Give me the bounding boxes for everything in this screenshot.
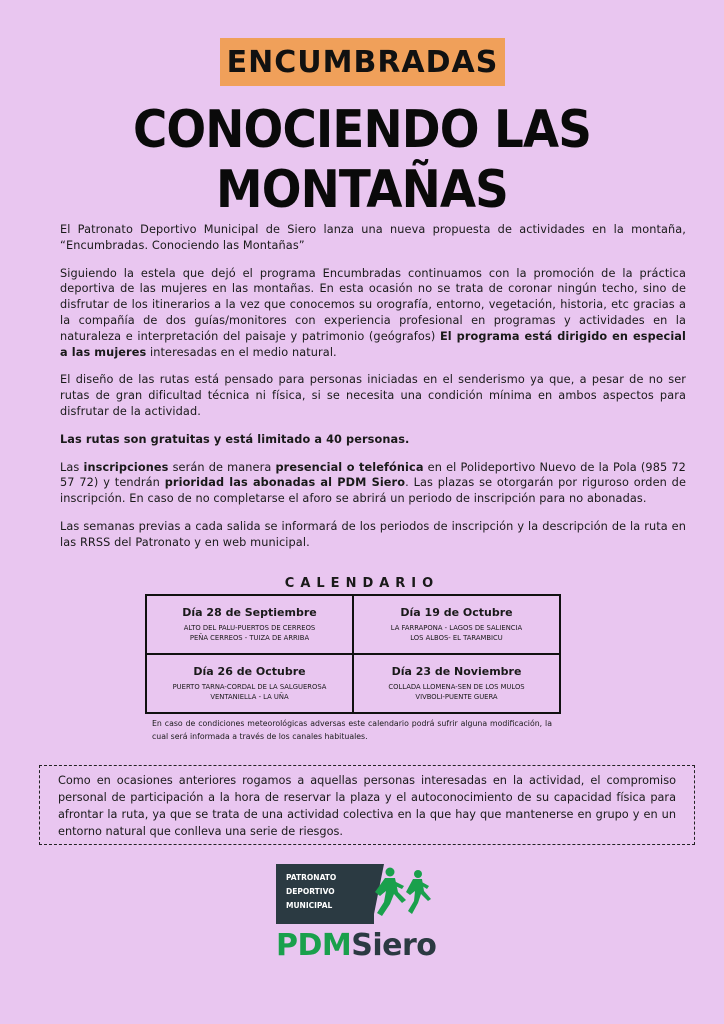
pdm-logo [276,864,436,924]
route-line: PUERTO TARNA-CORDAL DE LA SALGUEROSA [172,683,327,691]
route-line: COLLADA LLOMENA-SEN DE LOS MULOS [388,683,525,691]
route-line: ALTO DEL PALU-PUERTOS DE CERREOS [183,624,316,632]
pdm-siero-wordmark: PDMSiero [276,928,437,963]
highlight-target-women: El programa está dirigido en especial a las mujeres [60,329,686,359]
calendar-date: Día 28 de Septiembre [182,606,317,619]
calendar-date: Día 26 de Octubre [193,665,306,678]
route-line: PEÑA CERREOS - TUIZA DE ARRIBA [189,634,310,642]
paragraph-3: El diseño de las rutas está pensado para personas iniciadas en el senderismo ya que, a pesar de no ser rutas de gran dificultad técnica ni física, si se necesita una condición mínima en ambos aspectos para disfrutar de la actividad. [60,373,686,418]
route-line: LOS ALBOS- EL TARAMBICU [410,634,503,642]
calendar-table [145,594,561,714]
paragraph-1: El Patronato Deportivo Municipal de Siero lanza una nueva propuesta de actividades en la montaña, “Encumbradas. Conociendo las Montañas” [60,223,686,252]
route-line: VIVBOLI-PUENTE GUERA [415,693,498,701]
paragraph-6: Las semanas previas a cada salida se informará de los periodos de inscripción y la descripción de la ruta en las RRSS del Patronato y en web municipal. [60,519,686,549]
route-line: VENTANIELLA - LA UÑA [210,693,289,701]
calendar-title: CALENDARIO [284,576,440,591]
calendar-cell [353,654,560,713]
calendar-cell [353,595,560,654]
runners-icon [354,864,436,924]
intro-text [60,222,686,563]
paragraph-2: Siguiendo la estela que dejó el programa Encumbradas continuamos con la promoción de la práctica deportiva de las mujeres en las montañas. En esta ocasión no se trata de coronar ningún techo, sino de disfrutar de los itinerarios a la vez que conocemos su orografía, entorno, vegetación, historia, etc gracias a la compañía de dos guías/monitores con experiencia profesional en programas y actividades en la naturaleza e interpretación del paisaje y patrimonio (geógrafos) El programa está dirigido en especial a las mujeres interesadas en el medio natural. [60,266,686,359]
page-title: CONOCIENDO LAS MONTAÑAS [132,100,592,220]
route-line: LA FARRAPONA - LAGOS DE SALIENCIA [390,624,523,632]
logo-panel: PATRONATO DEPORTIVO MUNICIPAL [276,864,374,924]
calendar-date: Día 23 de Noviembre [391,665,522,678]
calendar-cell [146,654,353,713]
calendar-cell [146,595,353,654]
paragraph-5: Las inscripciones serán de manera presencial o telefónica en el Polideportivo Nuevo de la Pola (985 72 57 72) y tendrán prioridad las abonadas al PDM Siero. Las plazas se otorgarán por riguroso orden de inscripción. En caso de no completarse el aforo se abrirá un periodo de inscripción para no abonadas. [60,460,686,506]
encumbradas-badge [220,38,505,86]
calendar-note: En caso de condiciones meteorológicas adversas este calendario podrá sufrir alguna modificación, la cual será informada a través de los canales habituales. [152,719,552,741]
paragraph-4: Las rutas son gratuitas y está limitado a 40 personas. [60,432,410,446]
calendar-date: Día 19 de Octubre [400,606,513,619]
notice-box: Como en ocasiones anteriores rogamos a aquellas personas interesadas en la actividad, el compromiso personal de participación a la hora de reservar la plaza y el autoconocimiento de su capacidad física para afrontar la ruta, ya que se trata de una actividad colectiva en la que hay que mantenerse en grupo y en un entorno natural que conlleva una serie de riesgos. [39,765,695,845]
badge-text: ENCUMBRADAS [226,44,499,80]
